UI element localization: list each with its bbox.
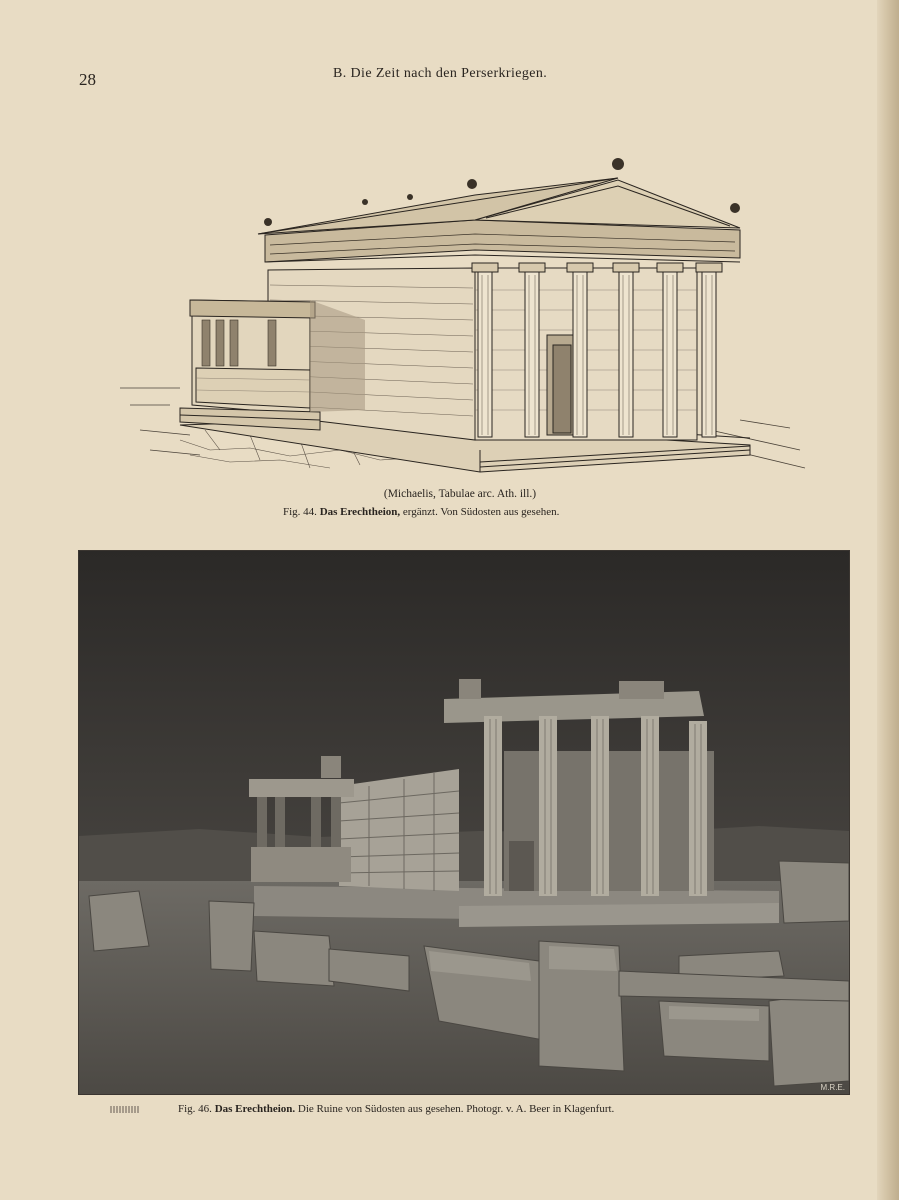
caption-prefix: Fig. 44. xyxy=(283,506,317,518)
caption-text: Die Ruine von Südosten aus gesehen. Photogr. v. A. Beer in Klagenfurt. xyxy=(297,1103,615,1115)
erechtheion-drawing xyxy=(110,150,810,480)
figure-46-caption xyxy=(178,1103,614,1115)
figure-44-caption xyxy=(283,506,559,518)
library-stamp xyxy=(110,1106,140,1113)
caption-text: ergänzt. Von Südosten aus gesehen. xyxy=(402,506,560,518)
caption-prefix: Fig. 46. xyxy=(178,1103,212,1115)
photo-signature: M.R.E. xyxy=(820,1083,845,1092)
erechtheion-photograph xyxy=(78,550,850,1095)
caption-title: Das Erechtheion, xyxy=(319,506,401,518)
running-head: B. Die Zeit nach den Perserkriegen. xyxy=(333,66,548,81)
page-edge xyxy=(877,0,899,1200)
caption-title: Das Erechtheion. xyxy=(214,1103,296,1115)
figure-credit: (Michaelis, Tabulae arc. Ath. ill.) xyxy=(383,488,537,500)
page-number: 28 xyxy=(79,70,96,89)
